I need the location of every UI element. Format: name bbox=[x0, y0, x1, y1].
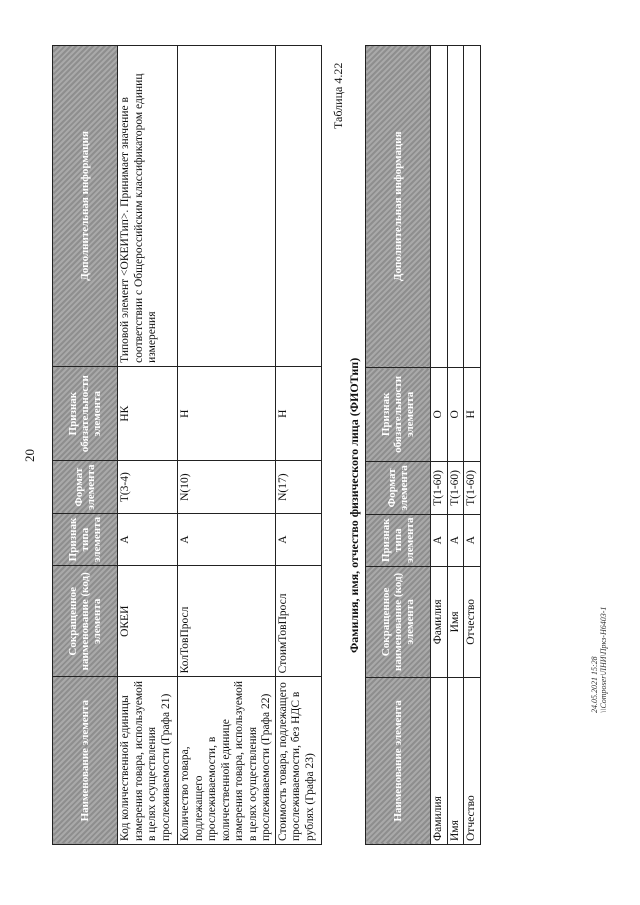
cell-type: А bbox=[431, 514, 448, 566]
footer-stamp bbox=[590, 607, 608, 713]
cell-name: Отчество bbox=[464, 677, 481, 844]
cell-info bbox=[275, 46, 321, 367]
cell-format: T(3-4) bbox=[118, 461, 178, 513]
header-format: Формат элемента bbox=[366, 462, 431, 514]
header-type: Признак типа элемента bbox=[53, 513, 118, 565]
cell-info: Типовой элемент <ОКЕИТип>. Принимает значение в соответствии с Общероссийским классификатором единиц измерения bbox=[118, 46, 178, 367]
header-required: Признак обязательности элемента bbox=[53, 366, 118, 461]
cell-required: О bbox=[431, 367, 448, 462]
header-format: Формат элемента bbox=[53, 461, 118, 513]
cell-name: Количество товара, подлежащего прослеживаемости, в количественной единице измерения товара, используемой в целях осуществления прослеживаемости (Графа 22) bbox=[178, 677, 276, 845]
cell-code: СтоимТовПросл bbox=[275, 566, 321, 677]
header-info: Дополнительная информация bbox=[366, 46, 431, 368]
table-label: Таблица 4.22 bbox=[331, 62, 345, 129]
header-info: Дополнительная информация bbox=[53, 46, 118, 367]
footer-path: \\Composer\ЛНИ\Пркз-Н6403-1 bbox=[599, 606, 608, 713]
cell-type: А bbox=[178, 513, 276, 565]
page-number: 20 bbox=[22, 449, 37, 462]
cell-name: Код количественной единицы измерения товара, используемой в целях осуществления прослеживаемости (Графа 21) bbox=[118, 677, 178, 845]
cell-required: Н bbox=[178, 366, 276, 461]
cell-required: НК bbox=[118, 366, 178, 461]
cell-info bbox=[464, 46, 481, 368]
cell-format: N(10) bbox=[178, 461, 276, 513]
table-row bbox=[178, 46, 276, 845]
cell-required: Н bbox=[464, 367, 481, 462]
cell-info bbox=[178, 46, 276, 367]
elements-table bbox=[52, 45, 322, 845]
cell-name: Фамилия bbox=[431, 677, 448, 844]
table-row bbox=[118, 46, 178, 845]
fio-table bbox=[365, 45, 481, 845]
table-row bbox=[447, 46, 464, 845]
header-name: Наименование элемента bbox=[53, 677, 118, 845]
cell-info bbox=[431, 46, 448, 368]
cell-type: А bbox=[447, 514, 464, 566]
footer-date: 24.05.2021 15:28 bbox=[590, 656, 599, 713]
cell-info bbox=[447, 46, 464, 368]
header-required: Признак обязательности элемента bbox=[366, 367, 431, 462]
cell-format: T(1-60) bbox=[431, 462, 448, 514]
table-row bbox=[431, 46, 448, 845]
cell-type: А bbox=[118, 513, 178, 565]
header-type: Признак типа элемента bbox=[366, 514, 431, 566]
cell-code: Фамилия bbox=[431, 566, 448, 677]
cell-code: Отчество bbox=[464, 566, 481, 677]
cell-required: Н bbox=[275, 366, 321, 461]
cell-format: T(1-60) bbox=[447, 462, 464, 514]
header-name: Наименование элемента bbox=[366, 677, 431, 844]
cell-format: T(1-60) bbox=[464, 462, 481, 514]
cell-name: Стоимость товара, подлежащего прослеживаемости, без НДС в рублях (Графа 23) bbox=[275, 677, 321, 845]
cell-type: А bbox=[275, 513, 321, 565]
header-code: Сокращенное наименование (код) элемента bbox=[366, 566, 431, 677]
cell-type: А bbox=[464, 514, 481, 566]
table-header-row bbox=[53, 46, 118, 845]
table-row bbox=[275, 46, 321, 845]
cell-code: Имя bbox=[447, 566, 464, 677]
cell-code: ОКЕИ bbox=[118, 566, 178, 677]
table-row bbox=[464, 46, 481, 845]
header-code: Сокращенное наименование (код) элемента bbox=[53, 566, 118, 677]
cell-required: О bbox=[447, 367, 464, 462]
cell-code: КолТовПросл bbox=[178, 566, 276, 677]
cell-format: N(17) bbox=[275, 461, 321, 513]
table-header-row bbox=[366, 46, 431, 845]
table-title: Фамилия, имя, отчество физического лица (ФИОТип) bbox=[347, 357, 361, 653]
cell-name: Имя bbox=[447, 677, 464, 844]
